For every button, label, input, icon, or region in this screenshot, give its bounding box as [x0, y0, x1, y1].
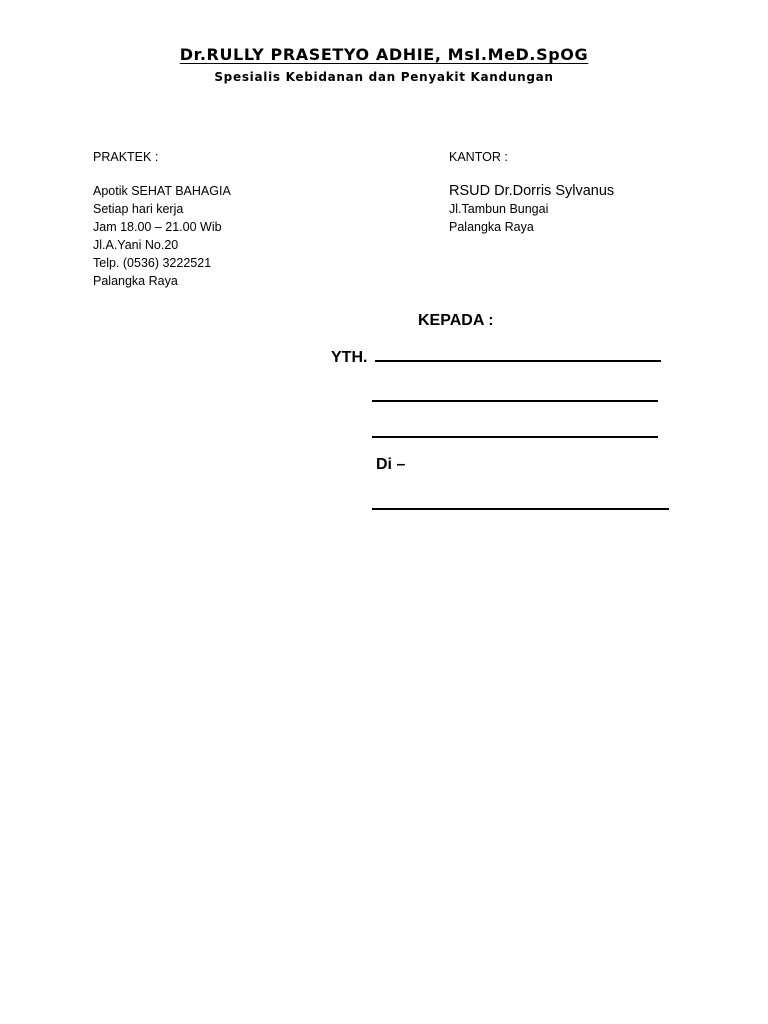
kantor-line: Jl.Tambun Bungai — [449, 202, 549, 216]
kantor-line: Palangka Raya — [449, 220, 534, 234]
yth-label: YTH. — [331, 349, 368, 366]
praktek-line: Jam 18.00 – 21.00 Wib — [93, 220, 222, 234]
kantor-line: RSUD Dr.Dorris Sylvanus — [449, 183, 615, 199]
praktek-block — [93, 148, 231, 290]
praktek-heading: PRAKTEK : — [93, 150, 159, 164]
kantor-heading: KANTOR : — [449, 150, 508, 164]
recipient-blank-line — [375, 344, 661, 362]
praktek-line: Telp. (0536) 3222521 — [93, 256, 212, 270]
address-row — [372, 420, 658, 445]
recipient-blank-line — [372, 420, 658, 438]
address-row — [372, 384, 658, 409]
yth-row — [331, 344, 661, 369]
doctor-name: Dr.RULLY PRASETYO ADHIE, MsI.MeD.SpOG — [179, 45, 589, 64]
recipient-blank-line — [372, 384, 658, 402]
kepada-label: KEPADA : — [418, 312, 494, 329]
address-row — [372, 492, 669, 517]
kantor-block — [449, 148, 614, 236]
praktek-line: Setiap hari kerja — [93, 202, 184, 216]
di-label: Di – — [376, 456, 406, 473]
praktek-line: Jl.A.Yani No.20 — [93, 238, 179, 252]
praktek-line: Apotik SEHAT BAHAGIA — [93, 184, 231, 198]
praktek-line: Palangka Raya — [93, 274, 178, 288]
location-blank-line — [372, 492, 669, 510]
specialty-subtitle: Spesialis Kebidanan dan Penyakit Kandungan — [214, 70, 554, 84]
